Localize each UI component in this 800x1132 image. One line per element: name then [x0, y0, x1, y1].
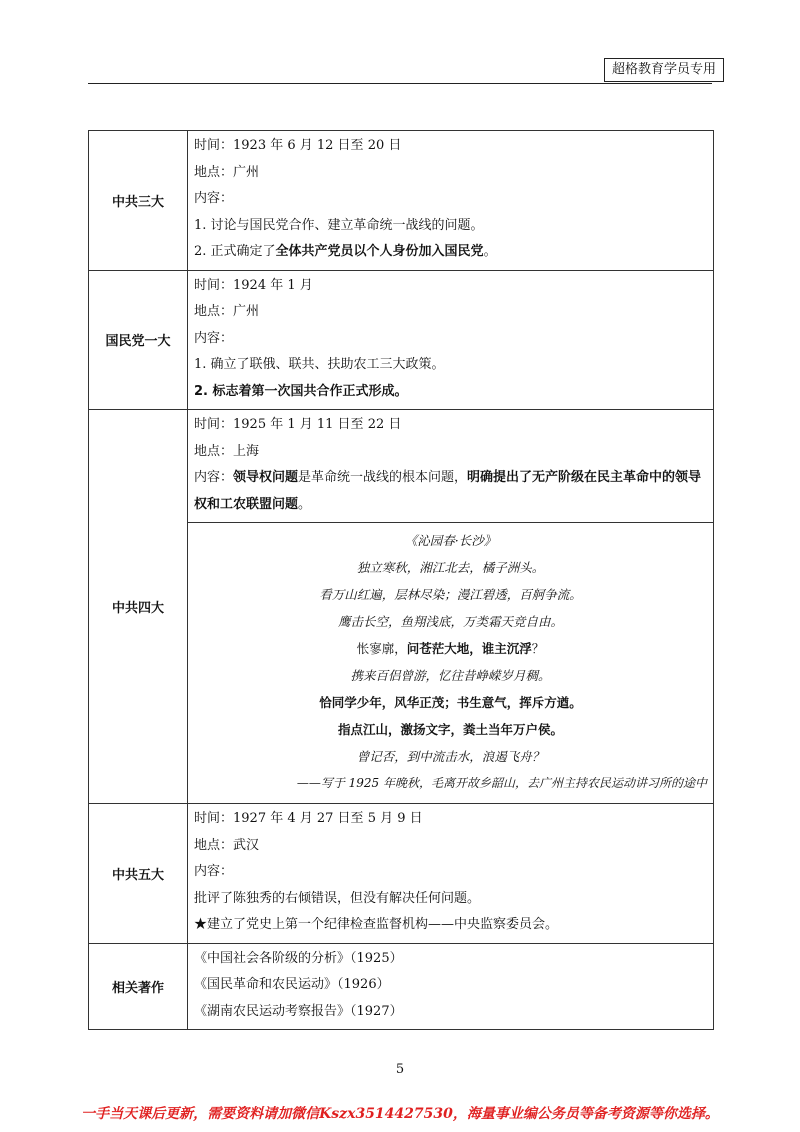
content-line [194, 912, 707, 939]
row-label: 国民党一大 [89, 270, 188, 410]
content-line [194, 999, 707, 1026]
poem-title: 《沁园春·长沙》 [404, 533, 497, 548]
poem-line: 指点江山，激扬文字，粪土当年万户侯。 [337, 722, 563, 737]
line-text: 是革命统一战线的根本问题， [298, 470, 468, 485]
row-label: 中共五大 [89, 804, 188, 944]
line-text: 《湖南农民运动考察报告》（1927） [194, 1003, 403, 1019]
content-line [194, 946, 707, 973]
line-text: 内容： [194, 330, 234, 346]
line-text: 2. 正式确定了 [194, 244, 276, 259]
content-line [194, 186, 707, 213]
line-text: 地点：广州 [194, 304, 260, 319]
row-label: 中共四大 [89, 410, 188, 804]
line-text: 内容： [194, 470, 234, 485]
table-row [89, 410, 714, 523]
content-line [194, 352, 707, 379]
content-line [194, 833, 707, 860]
content-line [194, 160, 707, 187]
content-line [194, 326, 707, 353]
content-line [194, 886, 707, 913]
row-content [188, 131, 714, 271]
content-line [194, 465, 707, 518]
line-text: 1. 讨论与国民党合作、建立革命统一战线的问题。 [194, 217, 484, 233]
emphasis-text: 明确提出了无产阶级在民主革命中的领导权和工农联盟问题 [194, 470, 702, 512]
content-line [194, 299, 707, 326]
content-line [194, 806, 707, 833]
row-label: 中共三大 [89, 131, 188, 271]
poem-line: 鹰击长空，鱼翔浅底，万类霜天竞自由。 [337, 614, 563, 629]
line-text: 1. 确立了联俄、联共、扶助农工三大政策。 [194, 357, 445, 372]
emphasis-text: 全体共产党员以个人身份加入国民党 [275, 244, 484, 259]
poem-cell [188, 523, 714, 804]
row-content [188, 943, 714, 1030]
content-line [194, 239, 707, 266]
line-text: 《中国社会各阶级的分析》（1925） [194, 950, 403, 966]
content-line [194, 859, 707, 886]
row-content [188, 410, 714, 523]
line-text: 。 [298, 496, 312, 512]
line-text: 。 [483, 244, 497, 259]
line-text: ？ [531, 641, 545, 656]
row-content [188, 270, 714, 410]
row-content [188, 804, 714, 944]
line-text: 地点：上海 [194, 443, 260, 459]
poem-note: ——写于 1925 年晚秋，毛离开故乡韶山，去广州主持农民运动讲习所的途中 [296, 776, 707, 790]
row-label: 相关著作 [89, 943, 188, 1030]
emphasis-text: 2. 标志着第一次国共合作正式形成。 [194, 383, 408, 399]
poem-line [194, 635, 707, 662]
line-text: 时间：1927 年 4 月 27 日至 5 月 9 日 [194, 811, 423, 826]
line-text: 内容： [194, 864, 234, 879]
line-text: 时间：1923 年 6 月 12 日至 20 日 [194, 138, 402, 153]
brand-label: 超格教育学员专用 [604, 58, 724, 82]
table-row [89, 131, 714, 271]
line-text: 地点：广州 [194, 164, 260, 180]
line-text: 地点：武汉 [194, 837, 260, 853]
footer-notice: 一手当天课后更新，需要资料请加微信Kszx3514427530，海量事业编公务员等备考资源等你选择。 [81, 1106, 719, 1122]
content-line [194, 133, 707, 160]
content-line [194, 412, 707, 439]
content-line [194, 273, 707, 300]
poem-line: 看万山红遍，层林尽染；漫江碧透，百舸争流。 [319, 587, 582, 602]
summary-table [88, 130, 714, 1030]
line-text: 时间：1925 年 1 月 11 日至 22 日 [194, 417, 402, 432]
poem-line: 曾记否，到中流击水，浪遏飞舟？ [356, 749, 545, 764]
page-number: 5 [395, 1062, 405, 1077]
content-line [194, 213, 707, 240]
content-line [194, 379, 707, 406]
emphasis-text: 问苍茫大地，谁主沉浮 [406, 641, 532, 656]
line-text: 时间：1924 年 1 月 [194, 277, 313, 293]
poem-line: 独立寒秋，湘江北去，橘子洲头。 [356, 560, 545, 575]
poem-line: 恰同学少年，风华正茂；书生意气，挥斥方遒。 [319, 695, 582, 710]
poem-line: 携来百侣曾游，忆往昔峥嵘岁月稠。 [350, 668, 551, 683]
emphasis-text: 领导权问题 [233, 470, 299, 485]
content-line [194, 439, 707, 466]
table-row [89, 943, 714, 1030]
table-row [89, 804, 714, 944]
line-text: 批评了陈独秀的右倾错误，但没有解决任何问题。 [194, 890, 481, 906]
table-row [89, 270, 714, 410]
content-line [194, 972, 707, 999]
header-rule [88, 83, 712, 84]
line-text: ★建立了党史上第一个纪律检查监督机构——中央监察委员会。 [194, 917, 559, 932]
line-text: 怅寥廓， [356, 641, 407, 656]
line-text: 内容： [194, 191, 234, 206]
line-text: 《国民革命和农民运动》（1926） [194, 977, 390, 992]
